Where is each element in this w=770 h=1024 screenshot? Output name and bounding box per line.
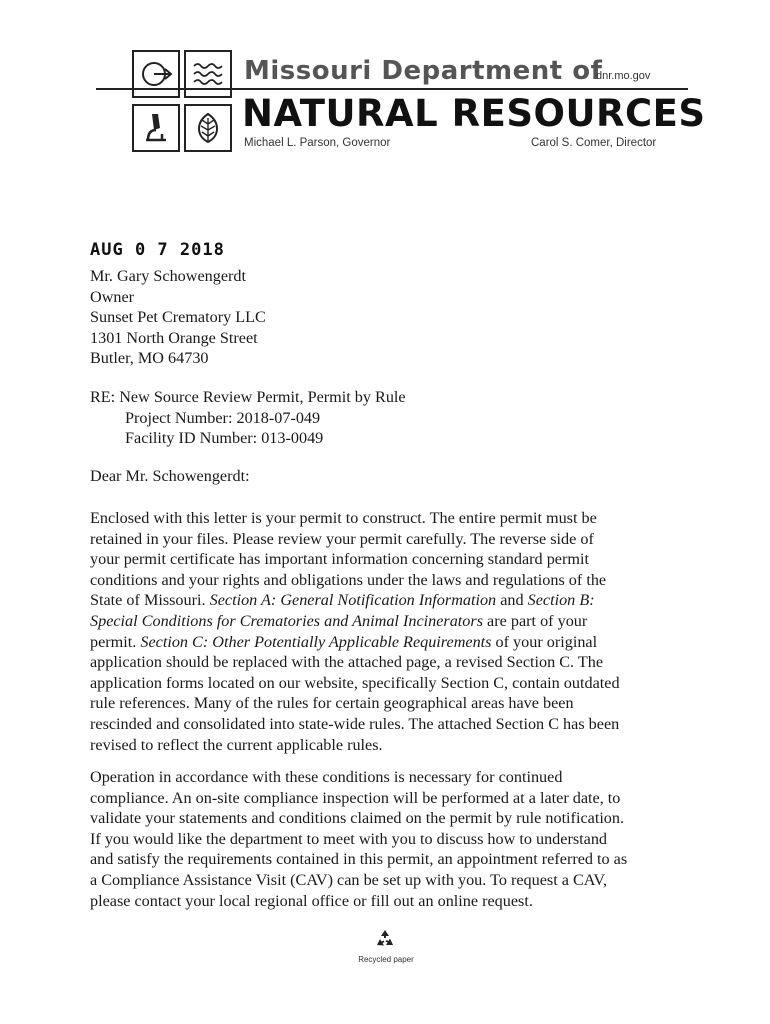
- paragraph-line: If you would like the department to meet with you to discuss how to understand: [90, 829, 608, 848]
- section-b-title: Special Conditions for Crematories and Animal Incinerators: [90, 611, 483, 630]
- text-run: permit.: [90, 632, 141, 651]
- recipient-company: Sunset Pet Crematory LLC: [90, 308, 266, 327]
- director-name: Carol S. Comer, Director: [531, 137, 657, 149]
- section-b-reference: Section B:: [527, 591, 595, 610]
- recycle-icon: [374, 928, 396, 950]
- paragraph-line: compliance. An on-site compliance inspection will be performed at a later date, to: [90, 788, 621, 807]
- paragraph-line: [90, 632, 690, 653]
- text-run: of your original: [491, 632, 598, 651]
- paragraph-line: rescinded and consolidated into state-wide rules. The attached Section C has been: [90, 714, 620, 733]
- section-c-reference: Section C: Other Potentially Applicable Requirements: [140, 632, 492, 651]
- recycled-paper-label: Recycled paper: [358, 955, 414, 964]
- recipient-name: Mr. Gary Schowengerdt: [90, 267, 246, 285]
- paragraph-line: revised to reflect the current applicable rules.: [90, 735, 383, 754]
- paragraph-line: [90, 611, 690, 632]
- paragraph-line: application forms located on our website, specifically Section C, contain outdated: [90, 673, 620, 692]
- subject-line: RE: New Source Review Permit, Permit by Rule: [90, 388, 406, 406]
- paragraph-line: a Compliance Assistance Visit (CAV) can be set up with you. To request a CAV,: [90, 870, 608, 889]
- paragraph-line: conditions and your rights and obligations under the laws and regulations of the: [90, 570, 607, 589]
- paragraph-1: [90, 508, 690, 755]
- paragraph-line: retained in your files. Please review your permit carefully. The reverse side of: [90, 529, 594, 548]
- leaf-icon: [184, 104, 232, 152]
- paragraph-line: and satisfy the requirements contained in this permit, an appointment referred to as: [90, 850, 628, 869]
- paragraph-line: please contact your local regional office or fill out an online request.: [90, 891, 533, 910]
- recipient-address: [90, 266, 690, 369]
- website-link: dnr.mo.gov: [596, 70, 651, 82]
- department-prefix: Missouri Department of: [244, 56, 603, 86]
- recipient-title: Owner: [90, 287, 135, 306]
- text-run: and: [496, 591, 528, 610]
- paragraph-line: Enclosed with this letter is your permit to construct. The entire permit must be: [90, 509, 597, 527]
- text-run: are part of your: [483, 611, 588, 630]
- department-logo: [128, 46, 236, 156]
- paragraph-line: Operation in accordance with these conditions is necessary for continued: [90, 768, 563, 786]
- recipient-street: 1301 North Orange Street: [90, 328, 258, 347]
- facility-id: Facility ID Number: 013-0049: [125, 429, 324, 448]
- letterhead-divider: [96, 88, 688, 90]
- project-number: Project Number: 2018-07-049: [125, 408, 321, 427]
- paragraph-2: [90, 767, 690, 911]
- sun-icon: [132, 50, 180, 98]
- salutation: Dear Mr. Schowengerdt:: [90, 467, 250, 485]
- paragraph-line: application should be replaced with the attached page, a revised Section C. The: [90, 653, 604, 672]
- paragraph-line: [90, 590, 690, 611]
- date-stamp: AUG 0 7 2018: [90, 240, 225, 260]
- subject-block: [90, 387, 690, 449]
- paragraph-line: rule references. Many of the rules for certain geographical areas have been: [90, 694, 574, 713]
- paragraph-line: your permit certificate has important information concerning standard permit: [90, 550, 589, 569]
- water-waves-icon: [184, 50, 232, 98]
- recipient-city: Butler, MO 64730: [90, 349, 209, 368]
- department-name: NATURAL RESOURCES: [242, 92, 706, 135]
- text-run: State of Missouri.: [90, 591, 210, 610]
- governor-name: Michael L. Parson, Governor: [244, 137, 391, 149]
- microscope-icon: [132, 104, 180, 152]
- section-a-reference: Section A: General Notification Information: [209, 591, 497, 610]
- paragraph-line: validate your statements and conditions claimed on the permit by rule notification.: [90, 809, 625, 828]
